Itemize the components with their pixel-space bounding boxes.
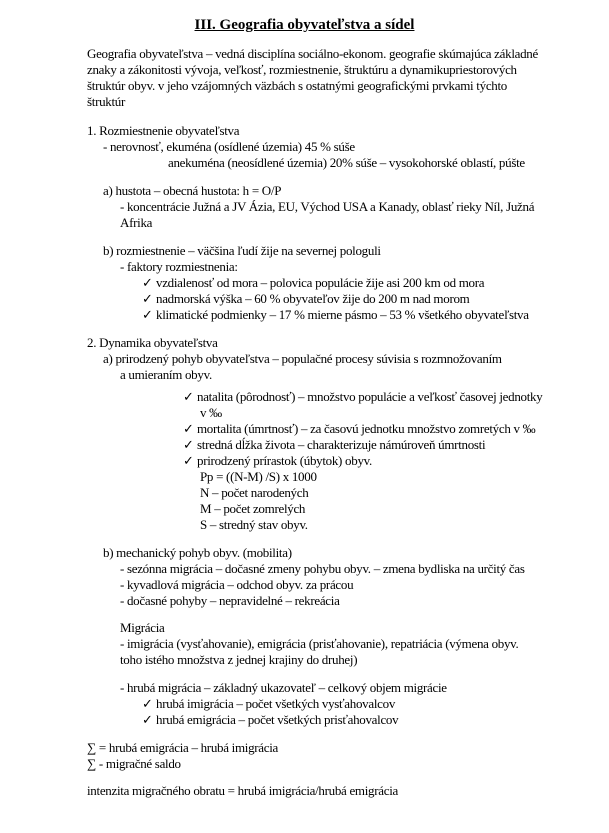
- list-item: [142, 696, 395, 712]
- hruba-migracia-line: - hrubá migrácia – základný ukazovateľ – celkový objem migrácie: [120, 680, 447, 695]
- intro-line-1: Geografia obyvateľstva – vedná disciplína sociálno-ekonom. geografie skúmajúca základné: [87, 46, 538, 61]
- page-title: III. Geografia obyvateľstva a sídel: [194, 17, 415, 33]
- list-item: [183, 389, 542, 405]
- list-item-text: stredná dĺžka života – charakterizuje námúroveň úmrtnosti: [197, 437, 486, 452]
- migracia-heading: Migrácia: [120, 620, 165, 635]
- list-item-text: nadmorská výška – 60 % obyvateľov žije do 200 m nad morom: [156, 291, 470, 306]
- list-item: [142, 712, 398, 728]
- natalita-continuation: v ‰: [200, 405, 222, 420]
- s1-b-line-1: - faktory rozmiestnenia:: [120, 259, 238, 274]
- list-item-text: vzdialenosť od mora – polovica populácie žije asi 200 km od mora: [156, 275, 485, 290]
- migration-intensity-line: intenzita migračného obratu = hrubá imigrácia/hrubá emigrácia: [87, 783, 399, 798]
- list-item-text: hrubá imigrácia – počet všetkých vysťahovalcov: [156, 696, 396, 711]
- section-1-heading: 1. Rozmiestnenie obyvateľstva: [87, 123, 240, 138]
- list-item-text: natalita (pôrodnosť) – množstvo populácie a veľkosť časovej jednotky: [197, 389, 543, 404]
- check-icon: ✓: [142, 275, 153, 290]
- sum-line-1: ∑ = hrubá emigrácia – hrubá imigrácia: [87, 740, 279, 755]
- s1-a-line-2: Afrika: [120, 215, 153, 230]
- list-item: [183, 437, 485, 453]
- list-item: [183, 453, 372, 469]
- list-item: [142, 275, 484, 291]
- s2-a-line-2: a umieraním obyv.: [120, 367, 212, 382]
- s2-b-line-3: - dočasné pohyby – nepravidelné – rekreácia: [120, 593, 340, 608]
- list-item-text: klimatické podmienky – 17 % mierne pásmo – 53 % všetkého obyvateľstva: [156, 307, 529, 322]
- check-icon: ✓: [183, 421, 194, 436]
- list-item-text: mortalita (úmrtnosť) – za časovú jednotku množstvo zomretých v ‰: [197, 421, 536, 436]
- sum-line-2: ∑ - migračné saldo: [87, 756, 181, 771]
- s1-line-1: - nerovnosť, ekuména (osídlené územia) 45 % súše: [103, 139, 355, 154]
- check-icon: ✓: [142, 307, 153, 322]
- check-icon: ✓: [183, 453, 194, 468]
- migracia-line-1: - imigrácia (vysťahovanie), emigrácia (prisťahovanie), repatriácia (výmena obyv.: [120, 636, 519, 651]
- s1-b-heading: b) rozmiestnenie – väčšina ľudí žije na severnej pologuli: [103, 243, 381, 258]
- formula-s: S – stredný stav obyv.: [200, 517, 308, 532]
- migracia-line-2: toho istého množstva z jednej krajiny do druhej): [120, 652, 358, 667]
- check-icon: ✓: [183, 389, 194, 404]
- section-2-heading: 2. Dynamika obyvateľstva: [87, 335, 218, 350]
- intro-line-3: štruktúr obyv. v jeho vzájomných väzbách s ostatnými geografickými prvkami týchto: [87, 78, 507, 93]
- s2-b-line-1: - sezónna migrácia – dočasné zmeny pohybu obyv. – zmena bydliska na určitý čas: [120, 561, 525, 576]
- s2-a-heading: a) prirodzený pohyb obyvateľstva – populačné procesy súvisia s rozmnožovaním: [103, 351, 502, 366]
- s1-line-2: anekuména (neosídlené územia) 20% súše – vysokohorské oblastí, púšte: [168, 155, 525, 170]
- s2-b-heading: b) mechanický pohyb obyv. (mobilita): [103, 545, 292, 560]
- intro-line-4: štruktúr: [87, 94, 126, 109]
- list-item: [142, 307, 529, 323]
- check-icon: ✓: [142, 696, 153, 711]
- formula-n: N – počet narodených: [200, 485, 309, 500]
- formula: Pp = ((N-M) /S) x 1000: [200, 469, 317, 484]
- formula-m: M – počet zomrelých: [200, 501, 306, 516]
- list-item-text: prirodzený prírastok (úbytok) obyv.: [197, 453, 372, 468]
- list-item-text: hrubá emigrácia – počet všetkých prisťahovalcov: [156, 712, 399, 727]
- list-item: [183, 421, 535, 437]
- s1-a-line-1: - koncentrácie Južná a JV Ázia, EU, Východ USA a Kanady, oblasť rieky Níl, Južná: [120, 199, 535, 214]
- check-icon: ✓: [142, 291, 153, 306]
- check-icon: ✓: [142, 712, 153, 727]
- check-icon: ✓: [183, 437, 194, 452]
- s1-a-heading: a) hustota – obecná hustota: h = O/P: [103, 183, 282, 198]
- list-item: [142, 291, 469, 307]
- s2-b-line-2: - kyvadlová migrácia – odchod obyv. za prácou: [120, 577, 354, 592]
- intro-line-2: znaky a zákonitosti vývoja, veľkosť, rozmiestnenie, štruktúru a dynamikupriestorových: [87, 62, 517, 77]
